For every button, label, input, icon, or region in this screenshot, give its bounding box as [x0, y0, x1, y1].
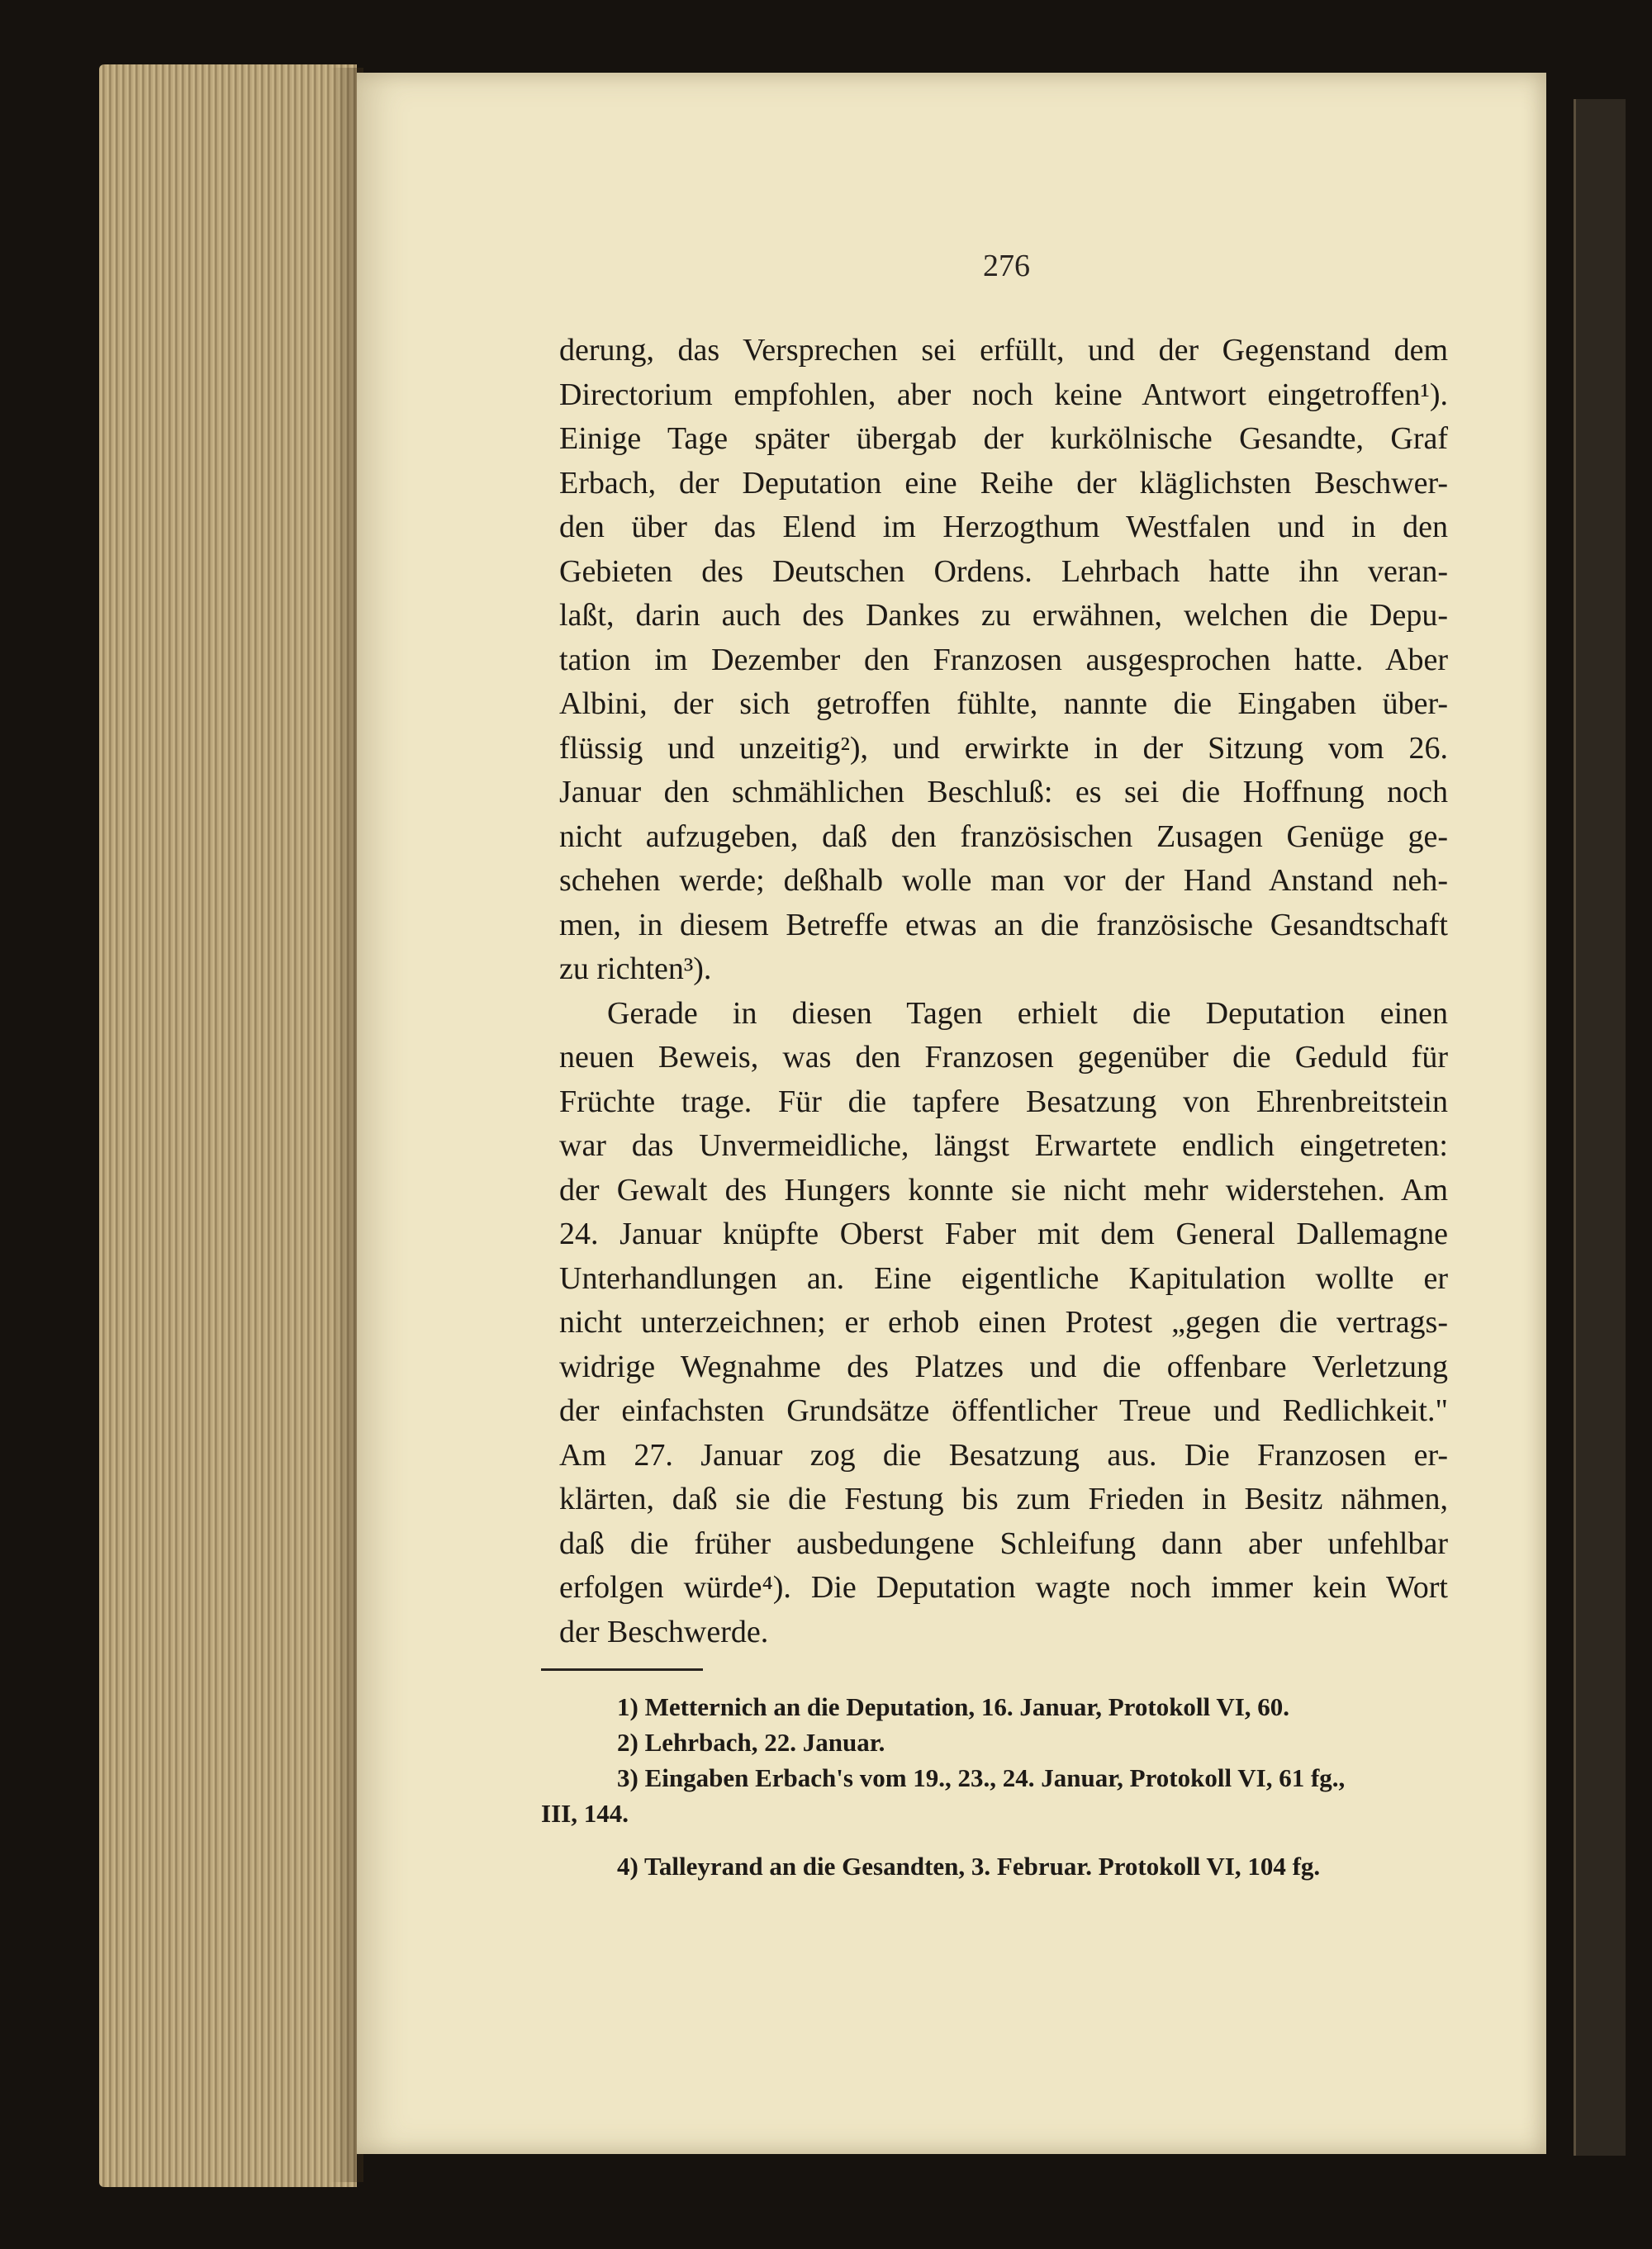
- footnote-1: 1) Metternich an die Deputation, 16. Januar, Protokoll VI, 60.: [617, 1692, 1290, 1721]
- text-line: neuen Beweis, was den Franzosen gegenüber die Geduld für: [559, 1040, 1448, 1075]
- text-line: den über das Elend im Herzogthum Westfalen und in den: [559, 510, 1448, 544]
- text-line: zu richten³).: [559, 951, 712, 986]
- text-line: men, in diesem Betreffe etwas an die französische Gesandtschaft: [559, 907, 1448, 942]
- text-line: der Beschwerde.: [559, 1614, 769, 1649]
- text-line: tation im Dezember den Franzosen ausgesprochen hatte. Aber: [559, 642, 1448, 677]
- text-line: Früchte trage. Für die tapfere Besatzung von Ehrenbreitstein: [559, 1084, 1448, 1119]
- text-line: Erbach, der Deputation eine Reihe der kläglichsten Beschwer-: [559, 465, 1448, 501]
- text-line: der Gewalt des Hungers konnte sie nicht mehr widerstehen. Am: [559, 1172, 1448, 1208]
- text-line: daß die früher ausbedungene Schleifung dann aber unfehlbar: [559, 1525, 1448, 1561]
- text-line: Einige Tage später übergab der kurkölnische Gesandte, Graf: [559, 421, 1448, 456]
- footnote-3-continuation: III, 144.: [541, 1799, 629, 1828]
- page-number: 276: [983, 249, 1030, 283]
- text-line: Albini, der sich getroffen fühlte, nannte die Eingaben über-: [559, 686, 1448, 721]
- text-line: derung, das Versprechen sei erfüllt, und der Gegenstand dem: [559, 333, 1448, 368]
- next-page-edge: [1574, 99, 1626, 2156]
- text-line: schehen werde; deßhalb wolle man vor der Hand Anstand neh-: [559, 863, 1448, 898]
- text-line: der einfachsten Grundsätze öffentlicher Treue und Redlichkeit.": [559, 1393, 1448, 1428]
- text-line: Directorium empfohlen, aber noch keine Antwort eingetroffen¹).: [559, 377, 1448, 412]
- text-line: Januar den schmählichen Beschluß: es sei die Hoffnung noch: [559, 775, 1448, 809]
- footnote-separator: [541, 1668, 703, 1671]
- text-line: klärten, daß sie die Festung bis zum Frieden in Besitz nähmen,: [559, 1482, 1448, 1516]
- page-stack-edge: [99, 64, 357, 2187]
- text-line: flüssig und unzeitig²), und erwirkte in der Sitzung vom 26.: [559, 730, 1448, 766]
- paragraph-start-line: Gerade in diesen Tagen erhielt die Deputation einen: [607, 995, 1448, 1031]
- text-line: war das Unvermeidliche, längst Erwartete endlich eingetreten:: [559, 1128, 1448, 1163]
- text-line: widrige Wegnahme des Platzes und die offenbare Verletzung: [559, 1349, 1448, 1384]
- footnotes: [541, 1689, 1450, 1884]
- footnote-3: 3) Eingaben Erbach's vom 19., 23., 24. Januar, Protokoll VI, 61 fg.,: [617, 1763, 1346, 1792]
- footnote-4: 4) Talleyrand an die Gesandten, 3. Februar. Protokoll VI, 104 fg.: [617, 1852, 1321, 1881]
- body-text: [559, 329, 1448, 1654]
- text-line: nicht aufzugeben, daß den französischen Zusagen Genüge ge-: [559, 818, 1448, 854]
- text-line: Gebieten des Deutschen Ordens. Lehrbach hatte ihn veran-: [559, 553, 1448, 589]
- text-line: Am 27. Januar zog die Besatzung aus. Die Franzosen er-: [559, 1437, 1448, 1473]
- footnote-2: 2) Lehrbach, 22. Januar.: [617, 1728, 885, 1757]
- text-line: erfolgen würde⁴). Die Deputation wagte noch immer kein Wort: [559, 1570, 1448, 1605]
- text-line: 24. Januar knüpfte Oberst Faber mit dem General Dallemagne: [559, 1217, 1448, 1251]
- text-line: laßt, darin auch des Dankes zu erwähnen, welchen die Depu-: [559, 598, 1448, 633]
- text-line: nicht unterzeichnen; er erhob einen Protest „gegen die vertrags-: [559, 1305, 1448, 1340]
- text-line: Unterhandlungen an. Eine eigentliche Kapitulation wollte er: [559, 1260, 1448, 1296]
